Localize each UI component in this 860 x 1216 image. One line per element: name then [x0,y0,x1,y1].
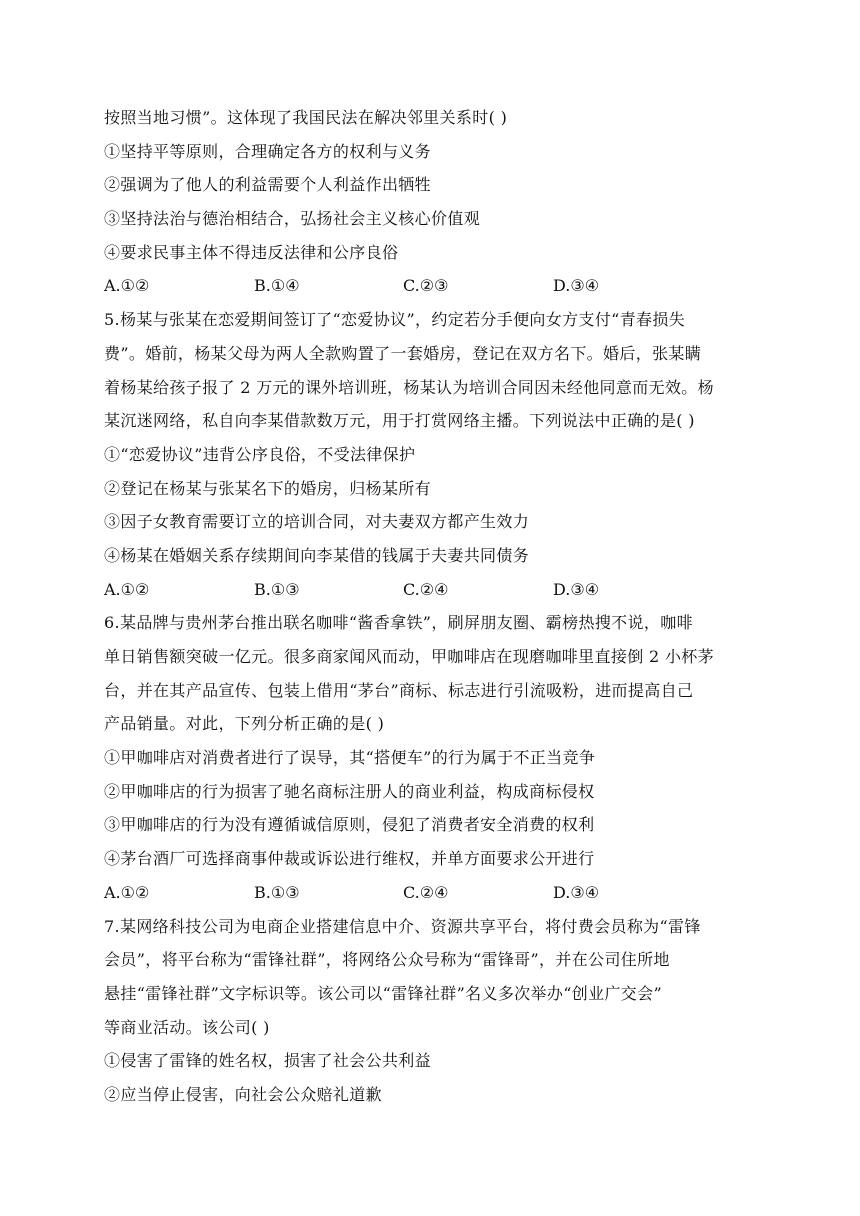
q5-stem-line-3: 着杨某给孩子报了 2 万元的课外培训班，杨某认为培训合同因未经他同意而无效。杨 [104,377,715,397]
q5-answer-d: D.③④ [553,579,600,599]
q6-stem-line-1: 6.某品牌与贵州茅台推出联名咖啡“酱香拿铁”，刷屏朋友圈、霸榜热搜不说，咖啡 [104,613,693,633]
q5-stem-line-1: 5.杨某与张某在恋爱期间签订了“恋爱协议”，约定若分手便向女方支付“青春损失 [104,310,686,330]
q6-answer-c: C.②④ [403,882,449,902]
q5-answer-choices [104,573,784,607]
q5-answer-c: C.②④ [403,579,449,599]
q6-answer-b: B.①③ [254,882,300,902]
q4-answer-choices [104,269,784,303]
exam-page [104,101,784,1112]
q4-option-3: ③坚持法治与德治相结合，弘扬社会主义核心价值观 [104,209,481,229]
q7-stem-line-1: 7.某网络科技公司为电商企业搭建信息中介、资源共享平台，将付费会员称为“雷锋 [104,916,701,936]
q5-option-3: ③因子女教育需要订立的培训合同，对夫妻双方都产生效力 [104,512,530,532]
q5-answer-a: A.①② [104,579,150,599]
q7-stem-line-3: 悬挂“雷锋社群”文字标识等。该公司以“雷锋社群”名义多次举办“创业广交会” [104,983,663,1003]
q5-stem-line-4: 某沉迷网络，私自向李某借款数万元，用于打赏网络主播。下列说法中正确的是( ) [104,411,695,431]
q6-stem-line-3: 台，并在其产品宣传、包装上借用“茅台”商标、标志进行引流吸粉，进而提高自己 [104,680,694,700]
q5-option-1: ①“恋爱协议”违背公序良俗，不受法律保护 [104,444,416,464]
q7-option-1: ①侵害了雷锋的姓名权，损害了社会公共利益 [104,1051,432,1071]
q5-stem-line-2: 费”。婚前，杨某父母为两人全款购置了一套婚房，登记在双方名下。婚后，张某瞒 [104,343,702,363]
q5-option-4: ④杨某在婚姻关系存续期间向李某借的钱属于夫妻共同债务 [104,545,530,565]
q4-answer-a: A.①② [104,276,150,296]
q6-option-4: ④茅台酒厂可选择商事仲裁或诉讼进行维权，并单方面要求公开进行 [104,849,595,869]
q6-option-2: ②甲咖啡店的行为损害了驰名商标注册人的商业利益，构成商标侵权 [104,781,595,801]
q7-stem-line-4: 等商业活动。该公司( ) [104,1017,270,1037]
q6-stem-line-2: 单日销售额突破一亿元。很多商家闻风而动，甲咖啡店在现磨咖啡里直接倒 2 小杯茅 [104,647,715,666]
q6-answer-d: D.③④ [553,882,600,902]
q7-stem-line-2: 会员”，将平台称为“雷锋社群”，将网络公众号称为“雷锋哥”，并在公司住所地 [104,950,670,970]
q4-answer-d: D.③④ [553,276,600,296]
q5-answer-b: B.①③ [254,579,300,599]
q6-answer-choices [104,876,784,910]
q4-option-1: ①坚持平等原则，合理确定各方的权利与义务 [104,141,432,161]
q4-stem-end: 按照当地习惯”。这体现了我国民法在解决邻里关系时( ) [104,108,508,127]
q7-option-2: ②应当停止侵害，向社会公众赔礼道歉 [104,1084,382,1104]
q4-answer-c: C.②③ [403,276,449,296]
q6-stem-line-4: 产品销量。对此，下列分析正确的是( ) [104,714,385,734]
q5-option-2: ②登记在杨某与张某名下的婚房，归杨某所有 [104,478,432,498]
q4-option-2: ②强调为了他人的利益需要个人利益作出牺牲 [104,175,432,195]
q6-answer-a: A.①② [104,882,150,902]
q6-option-3: ③甲咖啡店的行为没有遵循诚信原则，侵犯了消费者安全消费的权利 [104,815,595,835]
q6-option-1: ①甲咖啡店对消费者进行了误导，其“搭便车”的行为属于不正当竞争 [104,748,596,768]
q4-option-4: ④要求民事主体不得违反法律和公序良俗 [104,242,399,262]
q4-answer-b: B.①④ [254,276,300,296]
